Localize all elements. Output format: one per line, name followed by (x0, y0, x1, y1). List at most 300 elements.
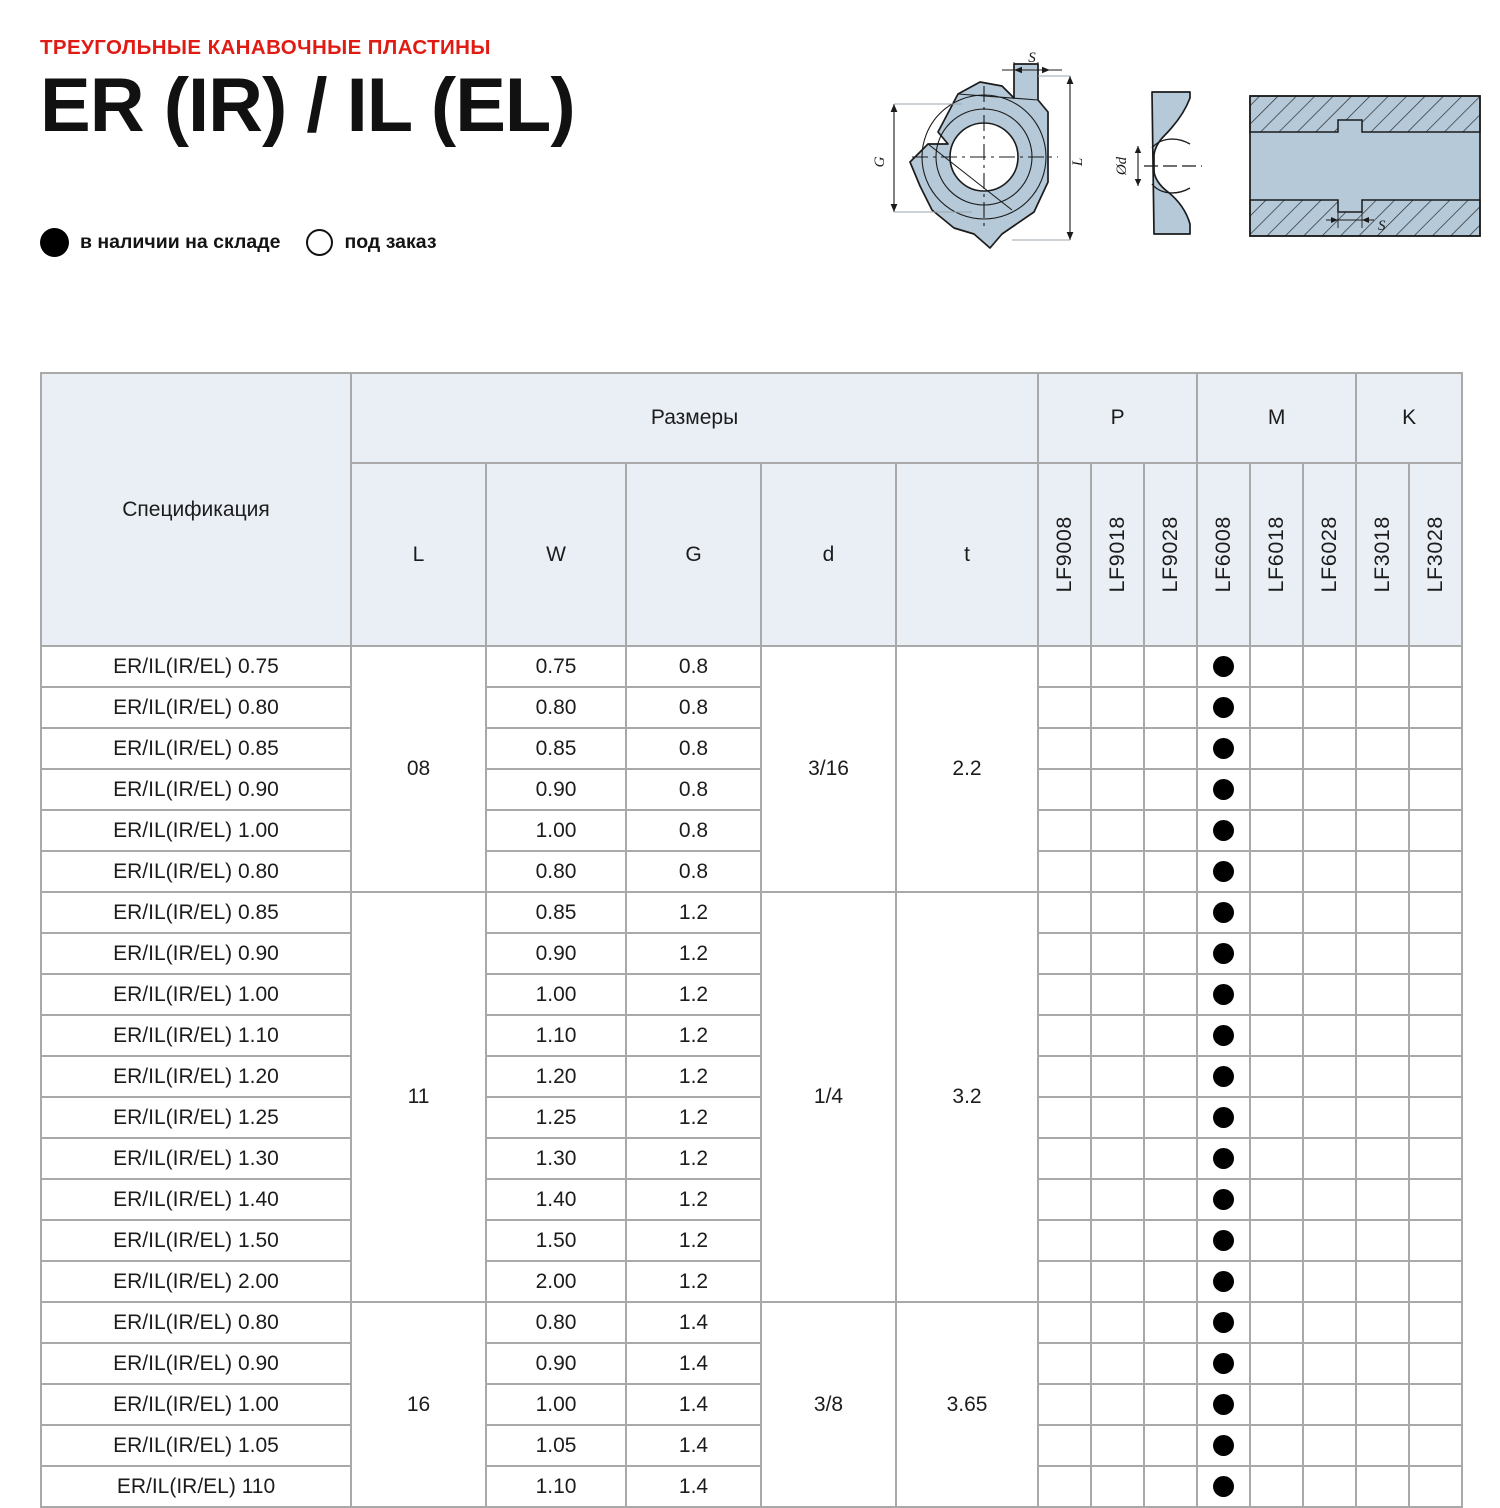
cell-grade-lf6028 (1303, 1343, 1356, 1384)
cell-dimension-t: 2.2 (896, 646, 1038, 892)
cell-grade-lf6008 (1197, 974, 1250, 1015)
cell-grade-lf9018 (1091, 1015, 1144, 1056)
column-header-l: L (351, 463, 486, 646)
cell-grade-lf3028 (1409, 687, 1462, 728)
cell-dimension-g: 1.2 (626, 1015, 761, 1056)
cell-grade-lf6028 (1303, 769, 1356, 810)
column-header-grade-lf6028: LF6028 (1303, 463, 1356, 646)
filled-circle-icon (1213, 943, 1234, 964)
filled-circle-icon (1213, 779, 1234, 800)
cell-grade-lf9018 (1091, 974, 1144, 1015)
cell-grade-lf9028 (1144, 769, 1197, 810)
cell-grade-lf6008 (1197, 851, 1250, 892)
cell-dimension-w: 1.50 (486, 1220, 626, 1261)
table-row (41, 687, 1462, 728)
cell-grade-lf9008 (1038, 769, 1091, 810)
cell-grade-lf9018 (1091, 892, 1144, 933)
column-header-dimensions: Размеры (351, 373, 1038, 463)
cell-grade-lf6008 (1197, 892, 1250, 933)
cell-grade-lf3018 (1356, 1466, 1409, 1507)
cell-grade-lf3018 (1356, 1220, 1409, 1261)
table-row (41, 646, 1462, 687)
cell-grade-lf9028 (1144, 687, 1197, 728)
table-row (41, 728, 1462, 769)
cell-dimension-w: 0.80 (486, 851, 626, 892)
cell-dimension-w: 1.00 (486, 974, 626, 1015)
cell-grade-lf6028 (1303, 892, 1356, 933)
cell-grade-lf3028 (1409, 1015, 1462, 1056)
cell-dimension-g: 0.8 (626, 646, 761, 687)
cell-grade-lf9008 (1038, 1015, 1091, 1056)
cell-specification: ER/IL(IR/EL) 0.80 (41, 687, 351, 728)
cell-grade-lf3028 (1409, 1220, 1462, 1261)
cell-dimension-g: 1.4 (626, 1384, 761, 1425)
table-row (41, 933, 1462, 974)
cell-grade-lf9018 (1091, 933, 1144, 974)
cell-specification: ER/IL(IR/EL) 0.90 (41, 769, 351, 810)
cell-dimension-t: 3.2 (896, 892, 1038, 1302)
cell-grade-lf9028 (1144, 851, 1197, 892)
cell-dimension-g: 1.2 (626, 1097, 761, 1138)
cell-dimension-l: 16 (351, 1302, 486, 1507)
cell-grade-lf9018 (1091, 728, 1144, 769)
column-header-grade-lf3018: LF3018 (1356, 463, 1409, 646)
cell-grade-lf6028 (1303, 1056, 1356, 1097)
cell-dimension-g: 0.8 (626, 851, 761, 892)
cell-grade-lf6018 (1250, 1466, 1303, 1507)
cell-grade-lf6008 (1197, 646, 1250, 687)
cell-grade-lf9008 (1038, 892, 1091, 933)
cell-grade-lf9008 (1038, 646, 1091, 687)
cell-dimension-w: 1.20 (486, 1056, 626, 1097)
cell-dimension-w: 0.85 (486, 892, 626, 933)
cell-grade-lf6028 (1303, 1015, 1356, 1056)
cell-grade-lf6008 (1197, 1302, 1250, 1343)
cell-dimension-w: 2.00 (486, 1261, 626, 1302)
cell-grade-lf6028 (1303, 1138, 1356, 1179)
filled-circle-icon (1213, 984, 1234, 1005)
cell-grade-lf9008 (1038, 1097, 1091, 1138)
insert-front-view (872, 52, 1086, 248)
cell-grade-lf3028 (1409, 1097, 1462, 1138)
cell-specification: ER/IL(IR/EL) 1.00 (41, 1384, 351, 1425)
filled-circle-icon (1213, 1312, 1234, 1333)
cell-grade-lf6028 (1303, 974, 1356, 1015)
cell-grade-lf6008 (1197, 728, 1250, 769)
cell-specification: ER/IL(IR/EL) 1.50 (41, 1220, 351, 1261)
cell-grade-lf9028 (1144, 1384, 1197, 1425)
column-header-t: t (896, 463, 1038, 646)
cell-grade-lf3018 (1356, 1056, 1409, 1097)
cell-grade-lf6018 (1250, 728, 1303, 769)
column-header-specification: Спецификация (41, 373, 351, 646)
availability-legend (40, 228, 437, 257)
filled-circle-icon (1213, 861, 1234, 882)
cell-grade-lf6008 (1197, 1138, 1250, 1179)
cell-specification: ER/IL(IR/EL) 1.30 (41, 1138, 351, 1179)
cell-dimension-g: 0.8 (626, 728, 761, 769)
cell-grade-lf6028 (1303, 1220, 1356, 1261)
cell-dimension-w: 1.30 (486, 1138, 626, 1179)
cell-grade-lf3028 (1409, 1138, 1462, 1179)
cell-grade-lf3018 (1356, 646, 1409, 687)
cell-grade-lf9028 (1144, 728, 1197, 769)
cell-specification: ER/IL(IR/EL) 1.00 (41, 810, 351, 851)
table-row (41, 1015, 1462, 1056)
cell-grade-lf6018 (1250, 974, 1303, 1015)
cell-grade-lf9008 (1038, 933, 1091, 974)
table-row (41, 892, 1462, 933)
cell-grade-lf9018 (1091, 687, 1144, 728)
cell-grade-lf6018 (1250, 1261, 1303, 1302)
cell-grade-lf6028 (1303, 646, 1356, 687)
cell-grade-lf3018 (1356, 1138, 1409, 1179)
cell-grade-lf9008 (1038, 1302, 1091, 1343)
cell-grade-lf9018 (1091, 810, 1144, 851)
cell-dimension-g: 1.4 (626, 1425, 761, 1466)
filled-circle-icon (1213, 656, 1234, 677)
column-header-grade-lf9008: LF9008 (1038, 463, 1091, 646)
cell-grade-lf3018 (1356, 1015, 1409, 1056)
column-header-grade-lf6008: LF6008 (1197, 463, 1250, 646)
cell-grade-lf3018 (1356, 1097, 1409, 1138)
cell-dimension-g: 1.2 (626, 974, 761, 1015)
cell-grade-lf9028 (1144, 1015, 1197, 1056)
table-row (41, 769, 1462, 810)
page-kicker: ТРЕУГОЛЬНЫЕ КАНАВОЧНЫЕ ПЛАСТИНЫ (40, 36, 491, 59)
cell-grade-lf3018 (1356, 810, 1409, 851)
table-row (41, 1179, 1462, 1220)
cell-grade-lf9008 (1038, 851, 1091, 892)
cell-grade-lf9008 (1038, 687, 1091, 728)
cell-grade-lf6018 (1250, 769, 1303, 810)
filled-circle-icon (1213, 1476, 1234, 1497)
page-header (40, 36, 840, 148)
cell-dimension-g: 1.2 (626, 1179, 761, 1220)
filled-circle-icon (1213, 1107, 1234, 1128)
cell-grade-lf6008 (1197, 1015, 1250, 1056)
cell-grade-lf9018 (1091, 851, 1144, 892)
cell-grade-lf9028 (1144, 1343, 1197, 1384)
cell-dimension-g: 0.8 (626, 810, 761, 851)
cell-grade-lf6028 (1303, 1425, 1356, 1466)
cell-grade-lf9028 (1144, 933, 1197, 974)
table-row (41, 1466, 1462, 1507)
cell-grade-lf9018 (1091, 1220, 1144, 1261)
header-row-top (41, 373, 1462, 463)
table-row (41, 974, 1462, 1015)
cell-grade-lf3018 (1356, 1384, 1409, 1425)
cell-grade-lf6028 (1303, 687, 1356, 728)
category-header-p: P (1038, 373, 1197, 463)
cell-grade-lf6008 (1197, 1343, 1250, 1384)
cell-dimension-t: 3.65 (896, 1302, 1038, 1507)
filled-circle-icon (1213, 1066, 1234, 1087)
cell-dimension-w: 1.10 (486, 1466, 626, 1507)
cell-grade-lf3028 (1409, 974, 1462, 1015)
dim-label-g: G (872, 156, 888, 168)
cell-grade-lf9008 (1038, 1138, 1091, 1179)
cell-dimension-w: 1.25 (486, 1097, 626, 1138)
filled-circle-icon (1213, 902, 1234, 923)
cell-dimension-w: 1.05 (486, 1425, 626, 1466)
cell-grade-lf9028 (1144, 1097, 1197, 1138)
cell-dimension-w: 1.00 (486, 810, 626, 851)
cell-grade-lf6008 (1197, 1220, 1250, 1261)
cell-grade-lf3028 (1409, 1343, 1462, 1384)
table-row (41, 1056, 1462, 1097)
cell-grade-lf6018 (1250, 1384, 1303, 1425)
table-row (41, 1425, 1462, 1466)
cell-grade-lf6018 (1250, 646, 1303, 687)
page-title: ER (IR) / IL (EL) (40, 62, 575, 148)
cell-grade-lf3028 (1409, 646, 1462, 687)
cell-grade-lf3018 (1356, 1302, 1409, 1343)
cell-grade-lf3028 (1409, 1384, 1462, 1425)
table-row (41, 1097, 1462, 1138)
cell-dimension-d: 3/8 (761, 1302, 896, 1507)
cell-dimension-l: 11 (351, 892, 486, 1302)
cell-specification: ER/IL(IR/EL) 2.00 (41, 1261, 351, 1302)
cell-grade-lf3028 (1409, 728, 1462, 769)
cell-specification: ER/IL(IR/EL) 1.00 (41, 974, 351, 1015)
cell-grade-lf6018 (1250, 892, 1303, 933)
cell-grade-lf3028 (1409, 1179, 1462, 1220)
filled-circle-icon (1213, 1148, 1234, 1169)
table-row (41, 1261, 1462, 1302)
category-header-k: K (1356, 373, 1462, 463)
cell-grade-lf3018 (1356, 933, 1409, 974)
cell-grade-lf6008 (1197, 1056, 1250, 1097)
cell-grade-lf6028 (1303, 933, 1356, 974)
cell-grade-lf3018 (1356, 1179, 1409, 1220)
cell-grade-lf9018 (1091, 646, 1144, 687)
cell-specification: ER/IL(IR/EL) 0.90 (41, 933, 351, 974)
filled-circle-icon (1213, 820, 1234, 841)
table-row (41, 851, 1462, 892)
cell-grade-lf9008 (1038, 1425, 1091, 1466)
cell-grade-lf9018 (1091, 1261, 1144, 1302)
filled-circle-icon (1213, 1353, 1234, 1374)
cell-grade-lf6018 (1250, 933, 1303, 974)
cell-specification: ER/IL(IR/EL) 0.85 (41, 892, 351, 933)
cell-grade-lf3018 (1356, 1343, 1409, 1384)
cell-grade-lf9008 (1038, 810, 1091, 851)
cell-grade-lf9008 (1038, 1384, 1091, 1425)
filled-circle-icon (1213, 1394, 1234, 1415)
filled-circle-icon (40, 228, 69, 257)
cell-grade-lf9028 (1144, 810, 1197, 851)
hollow-circle-icon (306, 229, 333, 256)
cell-grade-lf3028 (1409, 933, 1462, 974)
insert-side-view (1114, 92, 1202, 234)
groove-section-view (1250, 96, 1480, 236)
cell-grade-lf6008 (1197, 1179, 1250, 1220)
cell-grade-lf9018 (1091, 1425, 1144, 1466)
cell-dimension-g: 0.8 (626, 687, 761, 728)
cell-grade-lf9028 (1144, 1466, 1197, 1507)
cell-grade-lf9018 (1091, 1056, 1144, 1097)
cell-grade-lf9008 (1038, 1179, 1091, 1220)
cell-specification: ER/IL(IR/EL) 1.05 (41, 1425, 351, 1466)
filled-circle-icon (1213, 738, 1234, 759)
legend-label-on-order: под заказ (344, 231, 437, 253)
cell-dimension-w: 1.00 (486, 1384, 626, 1425)
cell-grade-lf9008 (1038, 1220, 1091, 1261)
table-row (41, 1220, 1462, 1261)
cell-grade-lf3018 (1356, 687, 1409, 728)
cell-grade-lf3028 (1409, 1425, 1462, 1466)
cell-dimension-w: 0.85 (486, 728, 626, 769)
dim-label-l: L (1070, 157, 1086, 167)
cell-grade-lf6028 (1303, 1179, 1356, 1220)
cell-grade-lf3028 (1409, 851, 1462, 892)
cell-grade-lf6018 (1250, 1343, 1303, 1384)
cell-dimension-g: 1.2 (626, 1261, 761, 1302)
column-header-g: G (626, 463, 761, 646)
cell-grade-lf9008 (1038, 1261, 1091, 1302)
filled-circle-icon (1213, 1189, 1234, 1210)
legend-item-in-stock (40, 228, 280, 257)
cell-grade-lf9018 (1091, 769, 1144, 810)
cell-dimension-g: 1.4 (626, 1343, 761, 1384)
cell-dimension-d: 3/16 (761, 646, 896, 892)
legend-label-in-stock: в наличии на складе (80, 231, 281, 253)
cell-specification: ER/IL(IR/EL) 0.80 (41, 851, 351, 892)
column-header-grade-lf9028: LF9028 (1144, 463, 1197, 646)
cell-grade-lf3028 (1409, 1261, 1462, 1302)
cell-dimension-d: 1/4 (761, 892, 896, 1302)
table-body (41, 646, 1462, 1507)
cell-grade-lf6008 (1197, 1384, 1250, 1425)
cell-dimension-g: 1.2 (626, 933, 761, 974)
cell-grade-lf6008 (1197, 1097, 1250, 1138)
cell-grade-lf6018 (1250, 1097, 1303, 1138)
column-header-w: W (486, 463, 626, 646)
cell-dimension-g: 1.2 (626, 892, 761, 933)
filled-circle-icon (1213, 1025, 1234, 1046)
cell-grade-lf6018 (1250, 1220, 1303, 1261)
cell-grade-lf3018 (1356, 1261, 1409, 1302)
cell-specification: ER/IL(IR/EL) 0.75 (41, 646, 351, 687)
cell-grade-lf9028 (1144, 1179, 1197, 1220)
cell-dimension-g: 1.2 (626, 1220, 761, 1261)
cell-grade-lf9028 (1144, 646, 1197, 687)
cell-grade-lf3018 (1356, 974, 1409, 1015)
cell-grade-lf3028 (1409, 769, 1462, 810)
cell-dimension-g: 1.2 (626, 1056, 761, 1097)
cell-grade-lf9028 (1144, 1220, 1197, 1261)
cell-grade-lf6028 (1303, 728, 1356, 769)
cell-grade-lf6008 (1197, 687, 1250, 728)
cell-grade-lf6028 (1303, 1466, 1356, 1507)
column-header-grade-lf6018: LF6018 (1250, 463, 1303, 646)
category-header-m: M (1197, 373, 1356, 463)
dim-label-od: Ød (1114, 156, 1130, 176)
cell-grade-lf3028 (1409, 892, 1462, 933)
cell-grade-lf6008 (1197, 810, 1250, 851)
cell-grade-lf6028 (1303, 1384, 1356, 1425)
cell-specification: ER/IL(IR/EL) 0.90 (41, 1343, 351, 1384)
cell-dimension-w: 0.80 (486, 687, 626, 728)
dim-label-s-section: S (1378, 218, 1386, 234)
cell-grade-lf9028 (1144, 1056, 1197, 1097)
cell-grade-lf9018 (1091, 1343, 1144, 1384)
cell-specification: ER/IL(IR/EL) 1.10 (41, 1015, 351, 1056)
cell-grade-lf3018 (1356, 728, 1409, 769)
cell-grade-lf3018 (1356, 851, 1409, 892)
cell-grade-lf6018 (1250, 1425, 1303, 1466)
filled-circle-icon (1213, 1271, 1234, 1292)
cell-grade-lf3018 (1356, 892, 1409, 933)
cell-grade-lf9018 (1091, 1302, 1144, 1343)
cell-grade-lf6018 (1250, 810, 1303, 851)
cell-grade-lf3018 (1356, 1425, 1409, 1466)
cell-grade-lf6018 (1250, 1179, 1303, 1220)
cell-dimension-w: 0.90 (486, 769, 626, 810)
cell-dimension-w: 0.90 (486, 1343, 626, 1384)
column-header-grade-lf3028: LF3028 (1409, 463, 1462, 646)
cell-grade-lf9018 (1091, 1097, 1144, 1138)
cell-grade-lf9008 (1038, 728, 1091, 769)
cell-grade-lf6008 (1197, 769, 1250, 810)
cell-dimension-w: 1.10 (486, 1015, 626, 1056)
cell-grade-lf9018 (1091, 1179, 1144, 1220)
cell-grade-lf6008 (1197, 933, 1250, 974)
cell-grade-lf6028 (1303, 810, 1356, 851)
cell-grade-lf6018 (1250, 1302, 1303, 1343)
cell-grade-lf6008 (1197, 1261, 1250, 1302)
cell-grade-lf9008 (1038, 1466, 1091, 1507)
cell-grade-lf6018 (1250, 851, 1303, 892)
table-row (41, 810, 1462, 851)
cell-dimension-w: 1.40 (486, 1179, 626, 1220)
cell-grade-lf3028 (1409, 1302, 1462, 1343)
cell-grade-lf9008 (1038, 1343, 1091, 1384)
cell-specification: ER/IL(IR/EL) 1.40 (41, 1179, 351, 1220)
cell-grade-lf6018 (1250, 1138, 1303, 1179)
cell-grade-lf6008 (1197, 1466, 1250, 1507)
column-header-d: d (761, 463, 896, 646)
cell-dimension-g: 1.2 (626, 1138, 761, 1179)
cell-dimension-l: 08 (351, 646, 486, 892)
cell-specification: ER/IL(IR/EL) 110 (41, 1466, 351, 1507)
cell-grade-lf9018 (1091, 1138, 1144, 1179)
cell-grade-lf9008 (1038, 974, 1091, 1015)
cell-grade-lf9028 (1144, 1261, 1197, 1302)
table-row (41, 1138, 1462, 1179)
cell-grade-lf3028 (1409, 810, 1462, 851)
technical-drawings (862, 52, 1482, 264)
cell-grade-lf9028 (1144, 974, 1197, 1015)
cell-grade-lf9008 (1038, 1056, 1091, 1097)
cell-grade-lf6018 (1250, 687, 1303, 728)
cell-specification: ER/IL(IR/EL) 0.80 (41, 1302, 351, 1343)
cell-dimension-w: 0.75 (486, 646, 626, 687)
cell-specification: ER/IL(IR/EL) 1.20 (41, 1056, 351, 1097)
cell-dimension-g: 1.4 (626, 1466, 761, 1507)
cell-specification: ER/IL(IR/EL) 1.25 (41, 1097, 351, 1138)
table-row (41, 1343, 1462, 1384)
cell-grade-lf6028 (1303, 1302, 1356, 1343)
cell-grade-lf6018 (1250, 1015, 1303, 1056)
cell-grade-lf3028 (1409, 1056, 1462, 1097)
table-row (41, 1302, 1462, 1343)
cell-specification: ER/IL(IR/EL) 0.85 (41, 728, 351, 769)
cell-grade-lf6028 (1303, 1261, 1356, 1302)
specification-table (40, 372, 1463, 1508)
dim-label-s-front: S (1028, 52, 1036, 66)
